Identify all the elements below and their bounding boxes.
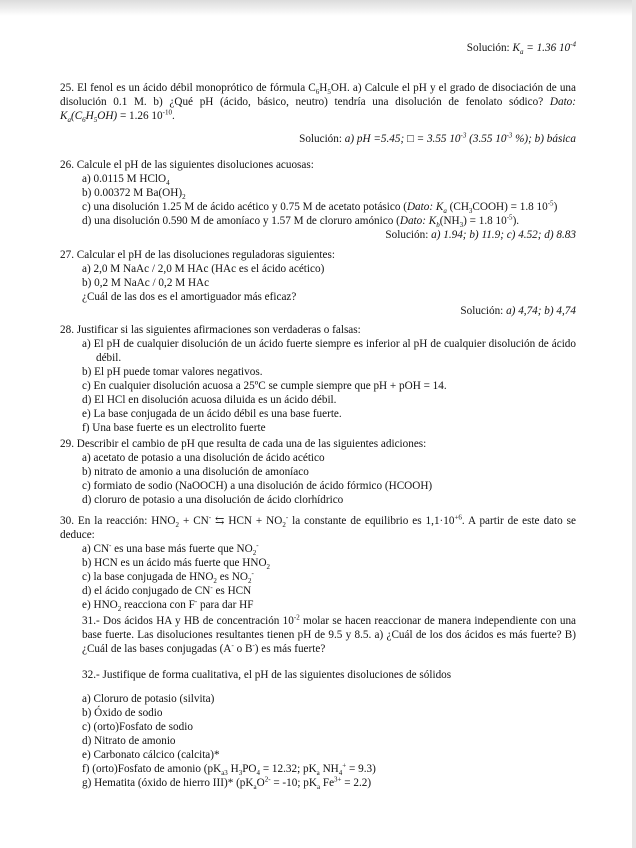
question-31: 31.- Dos ácidos HA y HB de concentración $10^{-2}$ molar se hacen reaccionar de manera independiente con una base fuerte. Las disoluciones resultantes tienen pH de 9.5 y 8.5. a) ¿Cuál de los dos ácidos es más fuerte? B) ¿Cuál de las bases conjugadas (A- o B-) es más fuerte? <box>82 613 577 655</box>
list-item: e) La base conjugada de un ácido débil es una base fuerte. <box>82 408 342 420</box>
list-item: f) Una base fuerte es un electrolito fuerte <box>82 422 266 434</box>
list-item: d) cloruro de potasio a una disolución de ácido clorhídrico <box>82 494 344 506</box>
q26-title: 26. Calcule el pH de las siguientes disoluciones acuosas: <box>60 159 314 171</box>
question-32: 32.- Justifique de forma cualitativa, el pH de las siguientes disoluciones de sólidos a) Cloruro de potasio (silvita) b) Óxido de sodio c) (orto)Fosfato de sodio d) Nitrato de amonio e) Carbonato cálcico (calcita)* f) (orto)Fosfato de amonio ($pK_{a3}$ $H_3PO_4 = 12.32$; $pK_a$ $NH_4^+ = 9.3$) g) Hematita (óxido de hierro III)* ($pK_aO^{2-} = -10$; $pK_a$ $Fe^{3+} = 2.2$) <box>82 669 452 792</box>
solution-25: Solución: a) pH =5.45; □ = 3.55 $10^{-3}$ (3.55 $10^{-3}$ %); b) básica <box>299 131 576 145</box>
question-29: 29. Describir el cambio de pH que resulta de cada una de las siguientes adiciones: a) acetato de potasio a una disolución de ácido acético b) nitrato de amonio a una disolución de amoníaco c) formiato de sodio (NaOOCH) a una disolución de ácido fórmico (HCOOH) d) cloruro de potasio a una disolución de ácido clorhídrico <box>60 437 576 507</box>
list-item: a) El pH de cualquier disolución de un ácido fuerte siempre es inferior al pH de cualquier disolución de ácido débil. <box>82 338 576 364</box>
viewer-scroll-edge[interactable] <box>632 0 636 848</box>
question-26: 26. Calcule el pH de las siguientes disoluciones acuosas: a) 0.0115 M HClO$_4$ b) 0.00372 M $Ba(OH)_2$ c) una disolución 1.25 M de ácido acético y 0.75 M de acetato potásico (Dato: $K_a$ $(CH_3COOH) = 1.8$ $10^{-5}$) d) una disolución 0.590 M de amoníaco y 1.57 M de cloruro amónico (Dato: $K_b(NH_3) = 1.8$ $10^{-5}$). Solución: a) 1.94; b) 11.9; c) 4.52; d) 8.83 <box>60 159 576 241</box>
question-28: 28. Justificar si las siguientes afirmaciones son verdaderas o falsas: a) El pH de cualquier disolución de un ácido fuerte siempre es inferior al pH de cualquier disolución de ácido débil. b) El pH puede tomar valores negativos. c) En cualquier disolución acuosa a 25ºC se cumple siempre que pH + pOH = 14. d) El HCl en disolución acuosa diluida es un ácido débil. e) La base conjugada de un ácido débil es una base fuerte. f) Una base fuerte es un electrolito fuerte <box>60 324 576 434</box>
list-item: c) En cualquier disolución acuosa a 25ºC se cumple siempre que pH + pOH = 14. <box>82 380 447 392</box>
list-item: c) formiato de sodio (NaOOCH) a una disolución de ácido fórmico (HCOOH) <box>82 480 433 492</box>
list-item: a) acetato de potasio a una disolución de ácido acético <box>82 452 325 464</box>
list-item: b) nitrato de amonio a una disolución de amoníaco <box>82 466 309 478</box>
question-30: 30. En la reacción: $HNO_2 + CN^-$ ⇆ HCN + $NO_2^-$ la constante de equilibrio es $1,1\cdot 10^{+6}$. A partir de este dato se deduce: a) CN- es una base más fuerte que $NO_2^-$ b) HCN es un ácido más fuerte que $HNO_2$ c) la base conjugada de $HNO_2$ es $NO_2^-$ d) el ácido conjugado de CN- es HCN e) $HNO_2$ reacciona con F- para dar HF <box>60 513 576 614</box>
question-25: 25. El fenol es un ácido débil monoprótico de fórmula $C_6H_5OH$. a) Calcule el pH y el grado de disociación de una disolución 0.1 M. b) ¿Qué pH (ácido, básico, neutro) tendría una disolución de fenolato sódico? Dato: $K_a(C_6H_5OH) = 1.26$ $10^{-10}$. <box>60 82 576 125</box>
viewer-top-bar <box>0 0 636 16</box>
solution-previous: Solución: $K_a = 1.36$ $10^{-4}$ <box>466 40 576 57</box>
list-item: b) El pH puede tomar valores negativos. <box>82 366 263 378</box>
list-item: d) El HCl en disolución acuosa diluida es un ácido débil. <box>82 394 337 406</box>
question-27: 27. Calcular el pH de las disoluciones reguladoras siguientes: a) 2,0 M NaAc / 2,0 M HAc (HAc es el ácido acético) b) 0,2 M NaAc / 0,2 M HAc ¿Cuál de las dos es el amortiguador más eficaz? Solución: a) 4,74; b) 4,74 <box>60 249 576 317</box>
